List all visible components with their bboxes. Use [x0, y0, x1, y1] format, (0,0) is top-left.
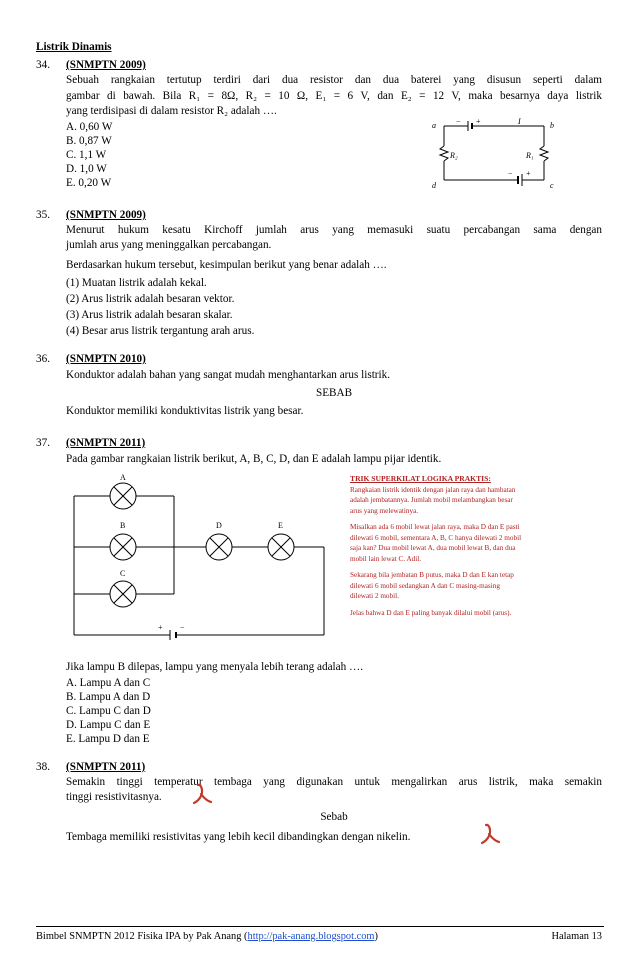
q34-option-d: D. 1,0 W — [66, 163, 107, 175]
tip-text — [350, 485, 600, 619]
q34-option-a: A. 0,60 W — [66, 121, 113, 133]
battery-plus-label: + — [158, 623, 163, 632]
q37-lamp-circuit — [70, 470, 332, 642]
lamp-b — [110, 534, 136, 560]
q34-line-1: Sebuah rangkaian tertutup terdiri dari dua resistor dan dua baterei yang disusun seperti dalam — [66, 74, 602, 86]
tip-line: adalah jembatannya. Jumlah mobil melambangkan besar — [350, 496, 513, 504]
current-label: I — [518, 117, 521, 126]
handwritten-mark-2 — [478, 822, 504, 846]
q37-option-a: A. Lampu A dan C — [66, 677, 151, 689]
lamp-c-label: C — [120, 569, 126, 578]
q35-line-1: Menurut hukum kesatu Kirchoff jumlah arus yang memasuki suatu percabangan sama dengan — [66, 224, 602, 236]
q34-circuit-diagram — [426, 114, 566, 194]
tip-line: dilewati 6 mobil, sementara A, B, C hanya dilewati 2 mobil — [350, 533, 522, 542]
lamp-e — [268, 534, 294, 560]
q34-option-c: C. 1,1 W — [66, 149, 107, 161]
footer-credit: Bimbel SNMPTN 2012 Fisika IPA by Pak Anang ( — [36, 931, 248, 942]
lamp-d — [206, 534, 232, 560]
q38-source: (SNMPTN 2011) — [66, 761, 146, 773]
q34-number: 34. — [36, 59, 50, 71]
q35-prompt: Berdasarkan hukum tersebut, kesimpulan berikut yang benar adalah …. — [66, 259, 387, 271]
tip-line: Sekarang bila jembatan B putus, maka D dan E kan tetap — [350, 571, 514, 579]
footer-left — [36, 930, 378, 944]
q35-statement-2: (2) Arus listrik adalah besaran vektor. — [66, 293, 235, 305]
tip-line: arus yang melewatinya. — [350, 506, 419, 515]
q38-statement-2: Tembaga memiliki resistivitas yang lebih kecil dibandingkan dengan nikelin. — [66, 831, 411, 843]
q37-prompt: Jika lampu B dilepas, lampu yang menyala lebih terang adalah …. — [66, 661, 364, 673]
tip-line: mobil lain lewat C. Adil. — [350, 554, 422, 563]
lamp-d-label: D — [216, 521, 222, 530]
q35-number: 35. — [36, 209, 50, 221]
q37-option-d: D. Lampu C dan E — [66, 719, 151, 731]
e1-minus-label: − — [508, 169, 513, 178]
q34-line-3: yang terdisipasi di dalam resistor R₂ adalah …. — [66, 105, 277, 117]
section-title: Listrik Dinamis — [36, 41, 112, 53]
q36-statement-1: Konduktor adalah bahan yang sangat mudah menghantarkan arus listrik. — [66, 369, 391, 381]
e2-minus-label: − — [456, 117, 461, 126]
q37-source: (SNMPTN 2011) — [66, 437, 146, 449]
r2-label: R₂ — [450, 151, 458, 160]
lamp-e-label: E — [278, 521, 283, 530]
q34-option-e: E. 0,20 W — [66, 177, 112, 189]
q37-line: Pada gambar rangkaian listrik berikut, A, B, C, D, dan E adalah lampu pijar identik. — [66, 453, 442, 465]
q36-statement-2: Konduktor memiliki konduktivitas listrik yang besar. — [66, 405, 304, 417]
lamp-a — [110, 483, 136, 509]
q35-source: (SNMPTN 2009) — [66, 209, 146, 221]
node-b-label: b — [550, 121, 554, 130]
tip-line: dilewati 6 mobil sedangkan A dan C masing-masing — [350, 581, 500, 590]
q37-option-b: B. Lampu A dan D — [66, 691, 151, 703]
footer-blog-link[interactable]: http://pak-anang.blogspot.com — [247, 931, 375, 942]
tip-line: Misalkan ada 6 mobil lewat jalan raya, maka D dan E pasti — [350, 523, 520, 531]
tip-box — [350, 474, 600, 618]
lamp-a-label: A — [120, 473, 126, 482]
q38-connector: Sebab — [320, 811, 348, 823]
tip-line: saja kan? Dua mobil lewat A, dua mobil lewat B, dan dua — [350, 544, 516, 552]
lamp-c — [110, 581, 136, 607]
battery-minus-label: − — [180, 623, 185, 632]
q35-statement-1: (1) Muatan listrik adalah kekal. — [66, 277, 207, 289]
page-number: Halaman 13 — [551, 931, 602, 942]
q34-option-b: B. 0,87 W — [66, 135, 112, 147]
q38-line-1: Semakin tinggi temperatur tembaga yang digunakan untuk mengalirkan arus listrik, maka semakin — [66, 776, 602, 788]
tip-line: dilewati 2 mobil. — [350, 592, 399, 600]
q37-number: 37. — [36, 437, 50, 449]
e1-plus-label: + — [526, 169, 531, 178]
q38-number: 38. — [36, 761, 50, 773]
node-c-label: c — [550, 181, 554, 190]
q35-statement-3: (3) Arus listrik adalah besaran skalar. — [66, 309, 233, 321]
q37-option-c: C. Lampu C dan D — [66, 705, 151, 717]
q36-connector: SEBAB — [315, 387, 353, 399]
q37-option-e: E. Lampu D dan E — [66, 733, 150, 745]
r1-label: R₁ — [526, 151, 534, 160]
node-a-label: a — [432, 121, 436, 130]
handwritten-mark-1 — [190, 782, 216, 806]
q36-number: 36. — [36, 353, 50, 365]
footer-credit-end: ) — [374, 931, 378, 942]
q34-line-2: gambar di bawah. Bila R₁ = 8Ω, R₂ = 10 Ω, E₁ = 6 V, dan E₂ = 12 V, maka besarnya daya listrik — [66, 90, 602, 102]
tip-line: Rangkaian listrik identik dengan jalan raya dan hambatan — [350, 485, 516, 494]
tip-line: Jelas bahwa D dan E paling banyak dilalui mobil (arus). — [350, 608, 512, 617]
q38-line-2: tinggi resistivitasnya. — [66, 791, 162, 803]
e2-plus-label: + — [476, 117, 481, 126]
lamp-b-label: B — [120, 521, 126, 530]
q36-source: (SNMPTN 2010) — [66, 353, 146, 365]
tip-title: TRIK SUPERKILAT LOGIKA PRAKTIS: — [350, 474, 491, 483]
footer-divider — [36, 926, 604, 927]
q35-statement-4: (4) Besar arus listrik tergantung arah arus. — [66, 325, 255, 337]
node-d-label: d — [432, 181, 436, 190]
q34-source: (SNMPTN 2009) — [66, 59, 146, 71]
q35-line-2: jumlah arus yang meninggalkan percabangan. — [66, 239, 272, 251]
